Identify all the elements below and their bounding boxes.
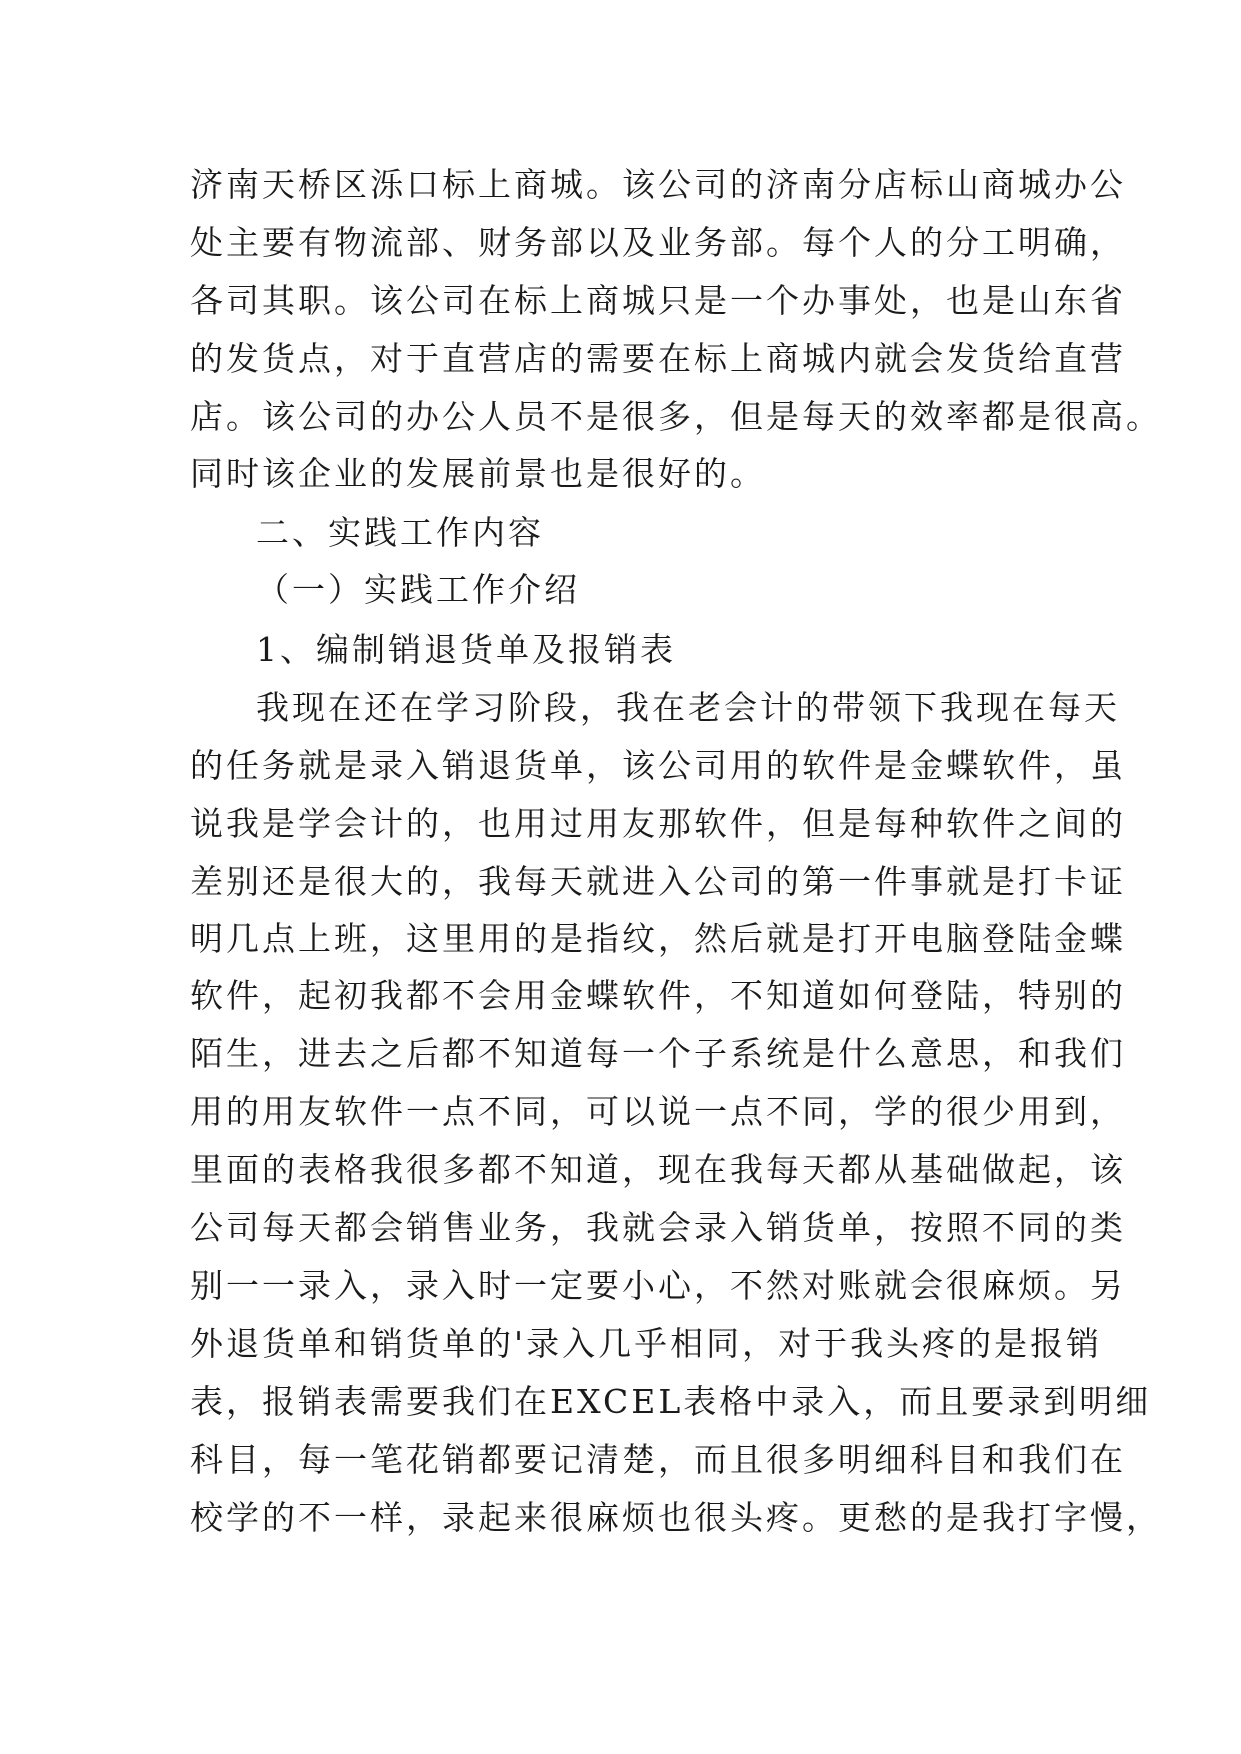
paragraph-line: 公司每天都会销售业务，我就会录入销货单，按照不同的类 [190, 1208, 1126, 1247]
paragraph-line: 表，报销表需要我们在EXCEL表格中录入，而且要录到明细 [190, 1382, 1152, 1421]
paragraph-line: 里面的表格我很多都不知道，现在我每天都从基础做起，该 [190, 1150, 1126, 1189]
section-heading: 二、实践工作内容 [256, 513, 544, 552]
subsection-heading: （一）实践工作介绍 [256, 570, 580, 609]
paragraph-line: 的任务就是录入销退货单，该公司用的软件是金蝶软件，虽 [190, 746, 1126, 785]
paragraph-line: 明几点上班，这里用的是指纹，然后就是打开电脑登陆金蝶 [190, 919, 1126, 958]
paragraph-line: 软件，起初我都不会用金蝶软件，不知道如何登陆，特别的 [190, 976, 1126, 1015]
paragraph-line: 外退货单和销货单的'录入几乎相同，对于我头疼的是报销 [190, 1324, 1103, 1363]
paragraph-first-line: 我现在还在学习阶段，我在老会计的带领下我现在每天 [256, 688, 1120, 727]
paragraph-line: 济南天桥区泺口标上商城。该公司的济南分店标山商城办公 [190, 165, 1126, 204]
item-heading: 1、编制销退货单及报销表 [256, 630, 676, 669]
paragraph-line: 的发货点，对于直营店的需要在标上商城内就会发货给直营 [190, 339, 1126, 378]
paragraph-line: 同时该企业的发展前景也是很好的。 [190, 454, 766, 493]
paragraph-line: 陌生，进去之后都不知道每一个子系统是什么意思，和我们 [190, 1034, 1126, 1073]
paragraph-line: 各司其职。该公司在标上商城只是一个办事处，也是山东省 [190, 281, 1126, 320]
paragraph-line: 校学的不一样，录起来很麻烦也很头疼。更愁的是我打字慢， [190, 1498, 1162, 1537]
paragraph-line: 科目，每一笔花销都要记清楚，而且很多明细科目和我们在 [190, 1440, 1126, 1479]
paragraph-line: 别一一录入，录入时一定要小心，不然对账就会很麻烦。另 [190, 1266, 1126, 1305]
paragraph-line: 说我是学会计的，也用过用友那软件，但是每种软件之间的 [190, 804, 1126, 843]
paragraph-line: 差别还是很大的，我每天就进入公司的第一件事就是打卡证 [190, 862, 1126, 901]
paragraph-line: 店。该公司的办公人员不是很多，但是每天的效率都是很高。 [190, 397, 1162, 436]
paragraph-line: 用的用友软件一点不同，可以说一点不同，学的很少用到， [190, 1092, 1126, 1131]
paragraph-line: 处主要有物流部、财务部以及业务部。每个人的分工明确， [190, 223, 1126, 262]
